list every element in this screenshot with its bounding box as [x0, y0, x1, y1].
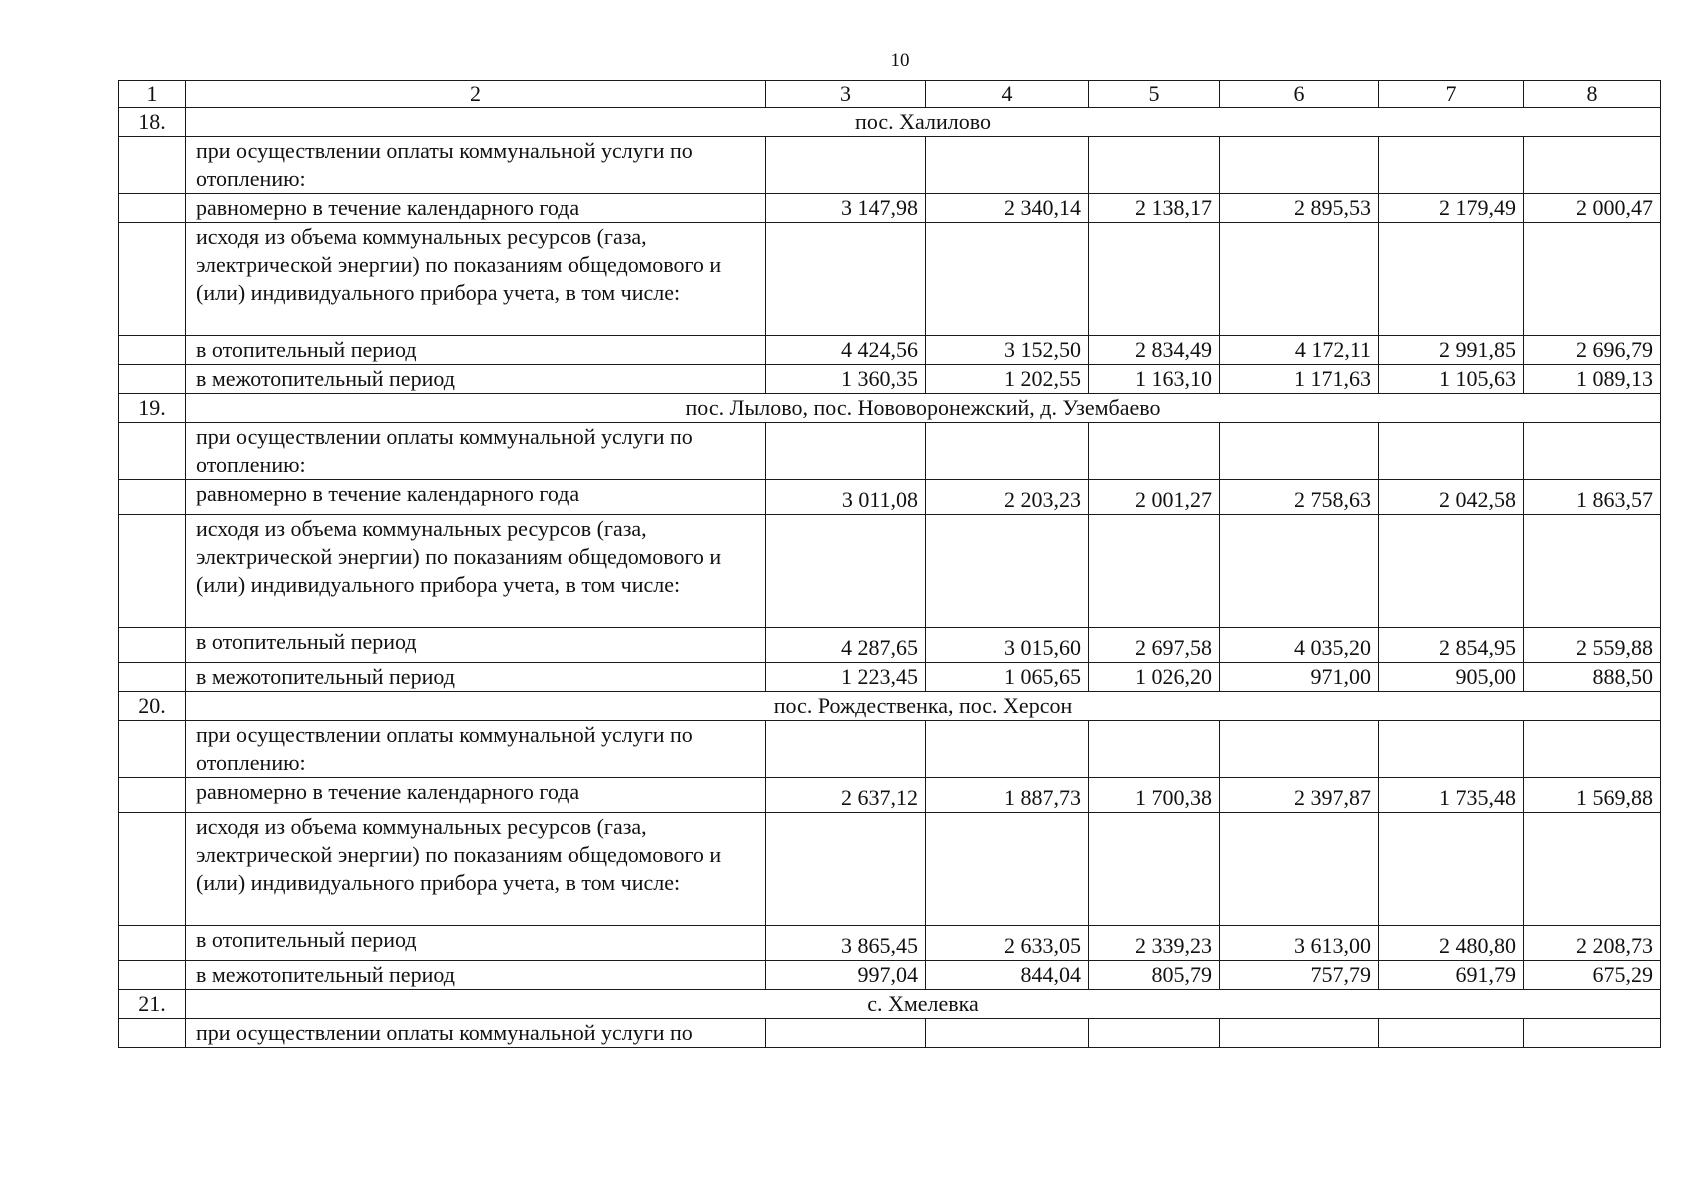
value-cell: [1089, 137, 1220, 194]
value-cell: 1 065,65: [926, 663, 1089, 692]
column-number-row: [119, 81, 1661, 108]
value-cell: 1 089,13: [1524, 365, 1661, 394]
table-row: [119, 194, 1661, 223]
row-label: исходя из объема коммунальных ресурсов (газа, электрической энергии) по показаниям общедомового и (или) индивидуального прибора учета, в том числе:: [186, 813, 766, 926]
value-cell: [1379, 1019, 1524, 1048]
row-label: при осуществлении оплаты коммунальной услуги по отоплению:: [186, 423, 766, 480]
value-cell: 675,29: [1524, 961, 1661, 990]
value-cell: 4 035,20: [1220, 628, 1379, 663]
index-cell-empty: [119, 480, 186, 515]
row-label: исходя из объема коммунальных ресурсов (газа, электрической энергии) по показаниям общедомового и (или) индивидуального прибора учета, в том числе:: [186, 223, 766, 336]
section-index: 20.: [119, 692, 186, 721]
table-row: [119, 137, 1661, 194]
value-cell: [766, 223, 926, 336]
row-label: при осуществлении оплаты коммунальной услуги по отоплению:: [186, 721, 766, 778]
table-row: [119, 721, 1661, 778]
table-row: [119, 365, 1661, 394]
table-row: [119, 336, 1661, 365]
value-cell: [1220, 721, 1379, 778]
table-row: [119, 628, 1661, 663]
value-cell: 2 000,47: [1524, 194, 1661, 223]
section-header-row: [119, 108, 1661, 137]
row-label: равномерно в течение календарного года: [186, 778, 766, 813]
section-header-row: [119, 394, 1661, 423]
value-cell: [1220, 137, 1379, 194]
value-cell: 2 758,63: [1220, 480, 1379, 515]
row-label: в отопительный период: [186, 336, 766, 365]
row-label: при осуществлении оплаты коммунальной услуги по отоплению:: [186, 137, 766, 194]
value-cell: [766, 813, 926, 926]
table-row: [119, 223, 1661, 336]
value-cell: 4 287,65: [766, 628, 926, 663]
index-cell-empty: [119, 515, 186, 628]
section-header-row: [119, 990, 1661, 1019]
value-cell: 2 397,87: [1220, 778, 1379, 813]
column-number: 6: [1220, 81, 1379, 108]
value-cell: 3 147,98: [766, 194, 926, 223]
index-cell-empty: [119, 778, 186, 813]
value-cell: [1379, 223, 1524, 336]
value-cell: [1379, 721, 1524, 778]
value-cell: 2 042,58: [1379, 480, 1524, 515]
column-number: 4: [926, 81, 1089, 108]
index-cell-empty: [119, 1019, 186, 1048]
row-label: в межотопительный период: [186, 365, 766, 394]
value-cell: [1220, 515, 1379, 628]
index-cell-empty: [119, 194, 186, 223]
value-cell: 757,79: [1220, 961, 1379, 990]
value-cell: 2 208,73: [1524, 926, 1661, 961]
value-cell: [1524, 1019, 1661, 1048]
value-cell: 1 223,45: [766, 663, 926, 692]
index-cell-empty: [119, 721, 186, 778]
page-number: 10: [890, 50, 910, 71]
value-cell: 1 171,63: [1220, 365, 1379, 394]
value-cell: [926, 721, 1089, 778]
value-cell: [1379, 137, 1524, 194]
value-cell: 1 202,55: [926, 365, 1089, 394]
row-label: в межотопительный период: [186, 663, 766, 692]
value-cell: 3 152,50: [926, 336, 1089, 365]
value-cell: 1 569,88: [1524, 778, 1661, 813]
value-cell: 1 735,48: [1379, 778, 1524, 813]
row-label: равномерно в течение календарного года: [186, 194, 766, 223]
table-row: [119, 663, 1661, 692]
table-row: [119, 926, 1661, 961]
value-cell: [1220, 813, 1379, 926]
index-cell-empty: [119, 137, 186, 194]
table-row: [119, 480, 1661, 515]
value-cell: [766, 423, 926, 480]
value-cell: [926, 515, 1089, 628]
value-cell: 2 559,88: [1524, 628, 1661, 663]
section-location: пос. Рождественка, пос. Херсон: [186, 692, 1661, 721]
value-cell: 2 633,05: [926, 926, 1089, 961]
value-cell: 2 696,79: [1524, 336, 1661, 365]
value-cell: [1379, 423, 1524, 480]
section-index: 21.: [119, 990, 186, 1019]
value-cell: 1 026,20: [1089, 663, 1220, 692]
value-cell: [926, 137, 1089, 194]
index-cell-empty: [119, 961, 186, 990]
value-cell: 2 203,23: [926, 480, 1089, 515]
column-number: 5: [1089, 81, 1220, 108]
section-location: с. Хмелевка: [186, 990, 1661, 1019]
row-label: в отопительный период: [186, 926, 766, 961]
table-row: [119, 778, 1661, 813]
value-cell: 3 011,08: [766, 480, 926, 515]
table-body: [119, 81, 1661, 1048]
value-cell: [1089, 423, 1220, 480]
value-cell: [1524, 223, 1661, 336]
value-cell: [1524, 813, 1661, 926]
value-cell: 3 613,00: [1220, 926, 1379, 961]
value-cell: [1089, 515, 1220, 628]
value-cell: 844,04: [926, 961, 1089, 990]
value-cell: 2 991,85: [1379, 336, 1524, 365]
table-row: [119, 423, 1661, 480]
value-cell: [1379, 813, 1524, 926]
column-number: 1: [119, 81, 186, 108]
section-location: пос. Халилово: [186, 108, 1661, 137]
section-location: пос. Лылово, пос. Нововоронежский, д. Узембаево: [186, 394, 1661, 423]
table-row: [119, 961, 1661, 990]
row-label: в межотопительный период: [186, 961, 766, 990]
value-cell: 4 172,11: [1220, 336, 1379, 365]
value-cell: [1220, 1019, 1379, 1048]
value-cell: 3 015,60: [926, 628, 1089, 663]
value-cell: 2 138,17: [1089, 194, 1220, 223]
index-cell-empty: [119, 423, 186, 480]
value-cell: 1 360,35: [766, 365, 926, 394]
table-row: [119, 1019, 1661, 1048]
value-cell: [766, 1019, 926, 1048]
value-cell: [926, 423, 1089, 480]
value-cell: [1524, 721, 1661, 778]
value-cell: [766, 515, 926, 628]
row-label: равномерно в течение календарного года: [186, 480, 766, 515]
index-cell-empty: [119, 223, 186, 336]
table-row: [119, 515, 1661, 628]
value-cell: [1089, 223, 1220, 336]
value-cell: 888,50: [1524, 663, 1661, 692]
value-cell: 2 001,27: [1089, 480, 1220, 515]
index-cell-empty: [119, 926, 186, 961]
tariff-table: [118, 80, 1661, 1048]
value-cell: [1220, 423, 1379, 480]
column-number: 7: [1379, 81, 1524, 108]
value-cell: 3 865,45: [766, 926, 926, 961]
value-cell: 1 105,63: [1379, 365, 1524, 394]
column-number: 8: [1524, 81, 1661, 108]
value-cell: [926, 223, 1089, 336]
column-number: 2: [186, 81, 766, 108]
value-cell: 1 863,57: [1524, 480, 1661, 515]
value-cell: 1 700,38: [1089, 778, 1220, 813]
value-cell: 2 854,95: [1379, 628, 1524, 663]
value-cell: 805,79: [1089, 961, 1220, 990]
value-cell: 1 887,73: [926, 778, 1089, 813]
value-cell: 2 340,14: [926, 194, 1089, 223]
section-header-row: [119, 692, 1661, 721]
value-cell: [1524, 515, 1661, 628]
value-cell: 2 179,49: [1379, 194, 1524, 223]
value-cell: 2 637,12: [766, 778, 926, 813]
value-cell: 905,00: [1379, 663, 1524, 692]
value-cell: [926, 1019, 1089, 1048]
value-cell: [1089, 813, 1220, 926]
index-cell-empty: [119, 663, 186, 692]
value-cell: [1379, 515, 1524, 628]
section-index: 19.: [119, 394, 186, 423]
value-cell: [766, 137, 926, 194]
value-cell: [1524, 423, 1661, 480]
row-label: исходя из объема коммунальных ресурсов (газа, электрической энергии) по показаниям общедомового и (или) индивидуального прибора учета, в том числе:: [186, 515, 766, 628]
index-cell-empty: [119, 813, 186, 926]
value-cell: 4 424,56: [766, 336, 926, 365]
row-label: в отопительный период: [186, 628, 766, 663]
table-row: [119, 813, 1661, 926]
value-cell: [766, 721, 926, 778]
value-cell: 2 834,49: [1089, 336, 1220, 365]
value-cell: [1089, 1019, 1220, 1048]
value-cell: [926, 813, 1089, 926]
value-cell: [1220, 223, 1379, 336]
section-index: 18.: [119, 108, 186, 137]
index-cell-empty: [119, 336, 186, 365]
value-cell: [1089, 721, 1220, 778]
value-cell: 971,00: [1220, 663, 1379, 692]
row-label: при осуществлении оплаты коммунальной услуги по: [186, 1019, 766, 1048]
value-cell: [1524, 137, 1661, 194]
value-cell: 1 163,10: [1089, 365, 1220, 394]
value-cell: 2 697,58: [1089, 628, 1220, 663]
value-cell: 997,04: [766, 961, 926, 990]
value-cell: 2 480,80: [1379, 926, 1524, 961]
value-cell: 2 895,53: [1220, 194, 1379, 223]
value-cell: 691,79: [1379, 961, 1524, 990]
column-number: 3: [766, 81, 926, 108]
index-cell-empty: [119, 365, 186, 394]
value-cell: 2 339,23: [1089, 926, 1220, 961]
index-cell-empty: [119, 628, 186, 663]
